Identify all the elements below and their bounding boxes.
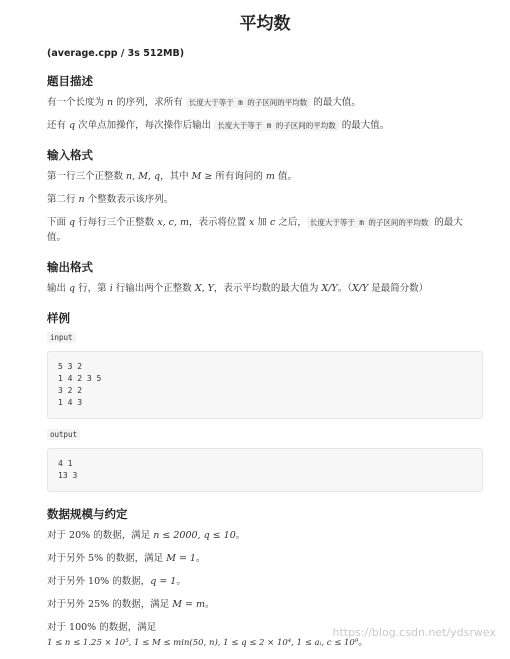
- file-info: (average.cpp / 3s 512MB): [47, 48, 185, 59]
- heading-sample: 样例: [47, 311, 70, 325]
- watermark-text: https://blog.csdn.net/ydsrwex: [332, 626, 496, 639]
- input-paragraph-2: 第二行 n 个整数表示该序列。: [47, 194, 174, 205]
- limit-line-2: 对于另外 5% 的数据，满足 M = 1。: [47, 553, 206, 564]
- limit-line-5: 对于 100% 的数据，满足 1 ≤ n ≤ 1.25 × 10⁵, 1 ≤ M ≤ min(50, n), 1 ≤ q ≤ 2 × 10⁴, 1 ≤ aᵢ, c ≤ 10⁹。: [47, 622, 368, 648]
- limit-line-4: 对于另外 25% 的数据，满足 M = m。: [47, 599, 215, 610]
- heading-limits: 数据规模与约定: [47, 507, 128, 521]
- page-title: 平均数: [239, 14, 291, 34]
- problem-page: [47, 0, 483, 659]
- sample-input-label: input: [47, 332, 483, 343]
- limit-line-1: 对于 20% 的数据，满足 n ≤ 2000, q ≤ 10。: [47, 530, 246, 541]
- heading-description: 题目描述: [47, 74, 93, 88]
- limit-line-3: 对于另外 10% 的数据，q = 1。: [47, 576, 186, 587]
- sample-output-label: output: [47, 429, 483, 440]
- sample-output-block: 4 1 13 3: [47, 448, 483, 492]
- input-paragraph-1: 第一行三个正整数 n, M, q，其中 M ≥ 所有询问的 m 值。: [47, 171, 297, 182]
- input-paragraph-3: 下面 q 行每行三个正整数 x, c, m，表示将位置 x 加 c 之后， 长度大于等于 m 的子区间的平均数 的最大 值。: [47, 217, 463, 243]
- desc-paragraph-1: 有一个长度为 n 的序列，求所有 长度大于等于 m 的子区间的平均数 的最大值。: [47, 97, 361, 108]
- sample-input-block: 5 3 2 1 4 2 3 5 3 2 2 1 4 3: [47, 351, 483, 419]
- output-paragraph-1: 输出 q 行，第 i 行输出两个正整数 X, Y，表示平均数的最大值为 X/Y。（X/Y 是最简分数）: [47, 283, 429, 294]
- heading-output: 输出格式: [47, 260, 93, 274]
- desc-paragraph-2: 还有 q 次单点加操作，每次操作后输出 长度大于等于 m 的子区间的平均数 的最大值。: [47, 120, 390, 131]
- heading-input: 输入格式: [47, 148, 93, 162]
